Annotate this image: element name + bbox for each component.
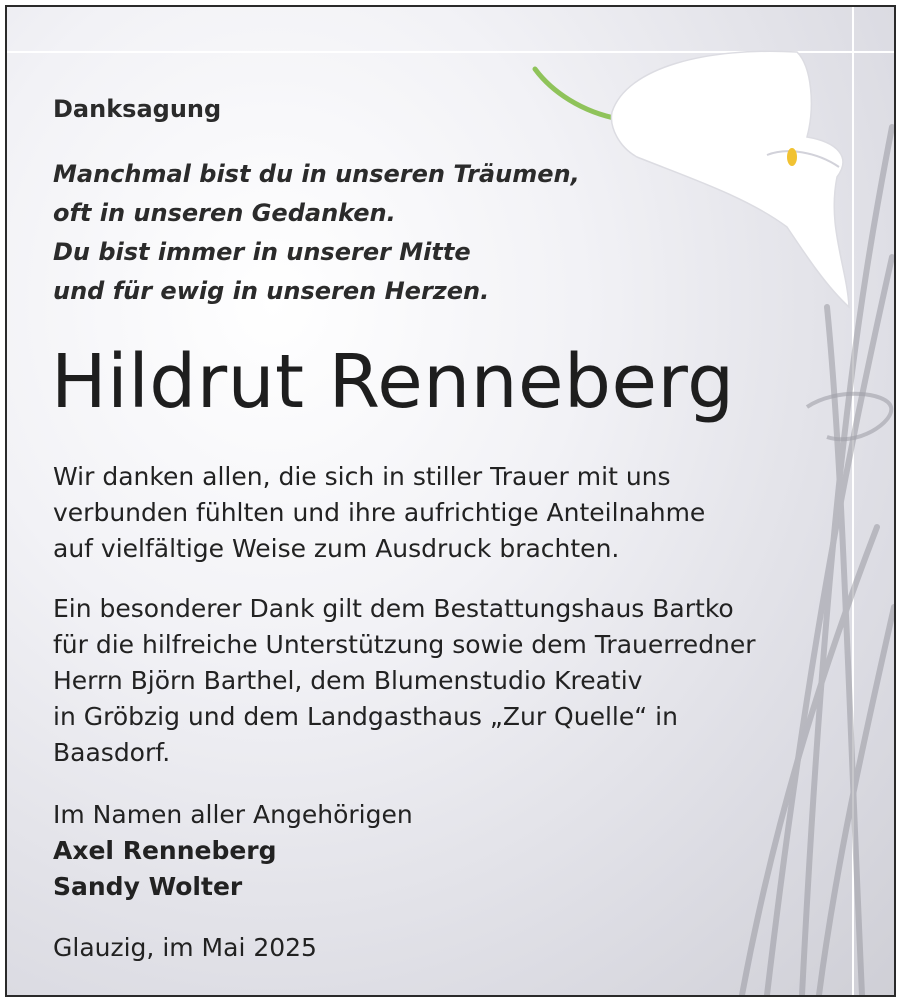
- lily-stem: [535, 69, 619, 119]
- signatory-name: Sandy Wolter: [53, 872, 243, 901]
- paragraph-line: verbunden fühlten und ihre aufrichtige Anteilnahme: [53, 498, 706, 527]
- signature-block: [53, 797, 413, 905]
- poem-line: und für ewig in unseren Herzen.: [53, 277, 490, 305]
- paragraph-line: Herrn Björn Barthel, dem Blumenstudio Kreativ: [53, 666, 643, 695]
- paragraph-line: Wir danken allen, die sich in stiller Trauer mit uns: [53, 462, 671, 491]
- signatory-name: Axel Renneberg: [53, 836, 277, 865]
- poem-line: oft in unseren Gedanken.: [53, 199, 396, 227]
- special-thanks-paragraph: [53, 591, 756, 771]
- lily-stamen: [787, 148, 797, 166]
- thanks-paragraph: [53, 459, 705, 567]
- deceased-name: Hildrut Renneberg: [51, 339, 735, 425]
- place-date: Glauzig, im Mai 2025: [53, 933, 317, 962]
- paragraph-line: für die hilfreiche Unterstützung sowie dem Trauerredner: [53, 630, 756, 659]
- lily-flower: [611, 51, 849, 307]
- paragraph-line: in Gröbzig und dem Landgasthaus „Zur Quelle“ in: [53, 702, 678, 731]
- notice-heading: Danksagung: [53, 95, 222, 123]
- paragraph-line: Ein besonderer Dank gilt dem Bestattungshaus Bartko: [53, 594, 734, 623]
- obituary-notice: [5, 5, 896, 997]
- paragraph-line: Baasdorf.: [53, 738, 171, 767]
- poem: [53, 155, 580, 311]
- signature-intro: Im Namen aller Angehörigen: [53, 800, 413, 829]
- poem-line: Du bist immer in unserer Mitte: [53, 238, 471, 266]
- paragraph-line: auf vielfältige Weise zum Ausdruck brachten.: [53, 534, 620, 563]
- poem-line: Manchmal bist du in unseren Träumen,: [53, 160, 580, 188]
